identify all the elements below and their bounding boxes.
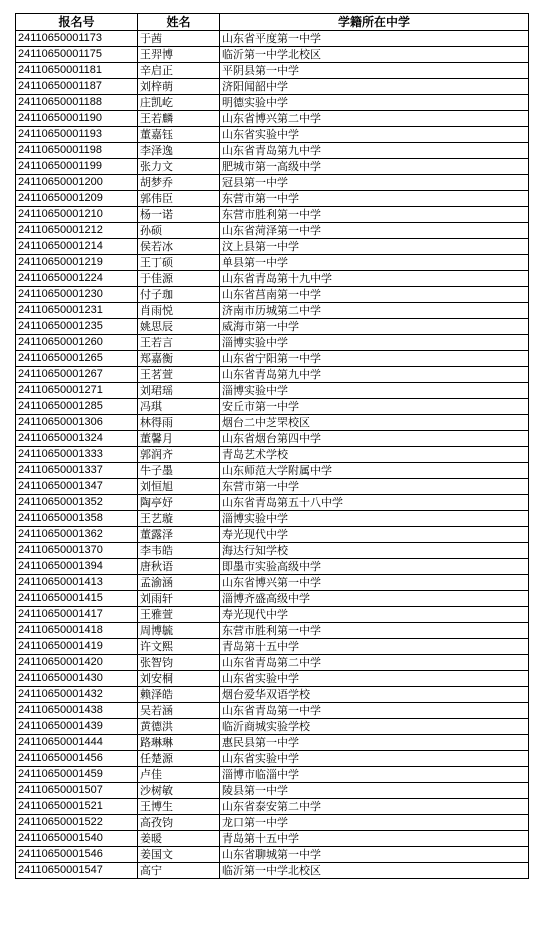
school-cell: 冠县第一中学 bbox=[220, 175, 529, 191]
table-row bbox=[16, 143, 529, 159]
school-cell: 东营市第一中学 bbox=[220, 479, 529, 495]
student-name-cell: 陶亭妤 bbox=[138, 495, 220, 511]
school-cell: 陵县第一中学 bbox=[220, 783, 529, 799]
registration-number-cell: 24110650001175 bbox=[16, 47, 138, 63]
registration-number-cell: 24110650001181 bbox=[16, 63, 138, 79]
student-name-cell: 牛子墨 bbox=[138, 463, 220, 479]
registration-number-cell: 24110650001522 bbox=[16, 815, 138, 831]
student-name-cell: 王羿博 bbox=[138, 47, 220, 63]
school-cell: 汶上县第一中学 bbox=[220, 239, 529, 255]
school-cell: 海达行知学校 bbox=[220, 543, 529, 559]
school-cell: 山东省博兴第二中学 bbox=[220, 111, 529, 127]
table-row bbox=[16, 511, 529, 527]
table-row bbox=[16, 719, 529, 735]
student-name-cell: 肖雨悦 bbox=[138, 303, 220, 319]
table-row bbox=[16, 271, 529, 287]
student-name-cell: 冯琪 bbox=[138, 399, 220, 415]
student-name-cell: 王艺璇 bbox=[138, 511, 220, 527]
header-registration-number: 报名号 bbox=[16, 14, 138, 31]
student-name-cell: 侯若冰 bbox=[138, 239, 220, 255]
registration-number-cell: 24110650001209 bbox=[16, 191, 138, 207]
registration-number-cell: 24110650001358 bbox=[16, 511, 138, 527]
student-name-cell: 刘雨轩 bbox=[138, 591, 220, 607]
registration-number-cell: 24110650001352 bbox=[16, 495, 138, 511]
table-row bbox=[16, 447, 529, 463]
student-name-cell: 黄德洪 bbox=[138, 719, 220, 735]
student-name-cell: 卢佳 bbox=[138, 767, 220, 783]
registration-number-cell: 24110650001362 bbox=[16, 527, 138, 543]
table-row bbox=[16, 351, 529, 367]
registration-number-cell: 24110650001439 bbox=[16, 719, 138, 735]
school-cell: 临沂第一中学北校区 bbox=[220, 863, 529, 879]
registration-number-cell: 24110650001459 bbox=[16, 767, 138, 783]
table-row bbox=[16, 831, 529, 847]
school-cell: 东营市第一中学 bbox=[220, 191, 529, 207]
registration-number-cell: 24110650001187 bbox=[16, 79, 138, 95]
school-cell: 山东省聊城第一中学 bbox=[220, 847, 529, 863]
registration-number-cell: 24110650001418 bbox=[16, 623, 138, 639]
school-cell: 寿光现代中学 bbox=[220, 607, 529, 623]
student-name-cell: 唐秋语 bbox=[138, 559, 220, 575]
table-row bbox=[16, 399, 529, 415]
student-name-cell: 董露泽 bbox=[138, 527, 220, 543]
school-cell: 山东省青岛第一中学 bbox=[220, 703, 529, 719]
header-name: 姓名 bbox=[138, 14, 220, 31]
school-cell: 单县第一中学 bbox=[220, 255, 529, 271]
school-cell: 淄博实验中学 bbox=[220, 383, 529, 399]
student-name-cell: 辛启正 bbox=[138, 63, 220, 79]
school-cell: 临沂第一中学北校区 bbox=[220, 47, 529, 63]
school-cell: 惠民县第一中学 bbox=[220, 735, 529, 751]
student-name-cell: 高宁 bbox=[138, 863, 220, 879]
table-row bbox=[16, 639, 529, 655]
registration-number-cell: 24110650001430 bbox=[16, 671, 138, 687]
table-row bbox=[16, 463, 529, 479]
registration-number-cell: 24110650001271 bbox=[16, 383, 138, 399]
table-row bbox=[16, 527, 529, 543]
student-name-cell: 董嘉钰 bbox=[138, 127, 220, 143]
registration-number-cell: 24110650001200 bbox=[16, 175, 138, 191]
student-name-cell: 任楚源 bbox=[138, 751, 220, 767]
student-name-cell: 郭伟臣 bbox=[138, 191, 220, 207]
table-row bbox=[16, 671, 529, 687]
student-name-cell: 李韦皓 bbox=[138, 543, 220, 559]
table-row bbox=[16, 191, 529, 207]
school-cell: 山东省青岛第五十八中学 bbox=[220, 495, 529, 511]
registration-number-cell: 24110650001231 bbox=[16, 303, 138, 319]
table-row bbox=[16, 287, 529, 303]
table-row bbox=[16, 159, 529, 175]
registration-number-cell: 24110650001417 bbox=[16, 607, 138, 623]
table-row bbox=[16, 303, 529, 319]
registration-number-cell: 24110650001432 bbox=[16, 687, 138, 703]
table-row bbox=[16, 479, 529, 495]
table-body bbox=[16, 31, 529, 879]
student-name-cell: 王茗萱 bbox=[138, 367, 220, 383]
table-row bbox=[16, 79, 529, 95]
school-cell: 平阴县第一中学 bbox=[220, 63, 529, 79]
school-cell: 山东省宁阳第一中学 bbox=[220, 351, 529, 367]
table-row bbox=[16, 495, 529, 511]
table-row bbox=[16, 335, 529, 351]
table-row bbox=[16, 239, 529, 255]
table-row bbox=[16, 783, 529, 799]
school-cell: 山东省博兴第一中学 bbox=[220, 575, 529, 591]
school-cell: 东营市胜利第一中学 bbox=[220, 207, 529, 223]
school-cell: 烟台二中芝罘校区 bbox=[220, 415, 529, 431]
registration-number-cell: 24110650001394 bbox=[16, 559, 138, 575]
header-row bbox=[16, 14, 529, 31]
registration-number-cell: 24110650001324 bbox=[16, 431, 138, 447]
table-row bbox=[16, 63, 529, 79]
header-school: 学籍所在中学 bbox=[220, 14, 529, 31]
student-name-cell: 刘珺瑶 bbox=[138, 383, 220, 399]
registration-number-cell: 24110650001521 bbox=[16, 799, 138, 815]
school-cell: 山东省实验中学 bbox=[220, 127, 529, 143]
school-cell: 烟台爱华双语学校 bbox=[220, 687, 529, 703]
registration-number-cell: 24110650001444 bbox=[16, 735, 138, 751]
student-name-cell: 吴若涵 bbox=[138, 703, 220, 719]
registration-number-cell: 24110650001214 bbox=[16, 239, 138, 255]
student-name-cell: 王若麟 bbox=[138, 111, 220, 127]
table-row bbox=[16, 223, 529, 239]
table-row bbox=[16, 255, 529, 271]
roster-sheet bbox=[15, 13, 528, 879]
table-row bbox=[16, 95, 529, 111]
registration-number-cell: 24110650001420 bbox=[16, 655, 138, 671]
school-cell: 青岛第十五中学 bbox=[220, 639, 529, 655]
registration-number-cell: 24110650001265 bbox=[16, 351, 138, 367]
school-cell: 山东省烟台第四中学 bbox=[220, 431, 529, 447]
school-cell: 肥城市第一高级中学 bbox=[220, 159, 529, 175]
student-name-cell: 孟渝涵 bbox=[138, 575, 220, 591]
registration-number-cell: 24110650001210 bbox=[16, 207, 138, 223]
school-cell: 龙口第一中学 bbox=[220, 815, 529, 831]
table-row bbox=[16, 175, 529, 191]
table-row bbox=[16, 47, 529, 63]
student-name-cell: 刘恒旭 bbox=[138, 479, 220, 495]
registration-number-cell: 24110650001198 bbox=[16, 143, 138, 159]
table-row bbox=[16, 127, 529, 143]
registration-number-cell: 24110650001190 bbox=[16, 111, 138, 127]
registration-number-cell: 24110650001235 bbox=[16, 319, 138, 335]
registration-number-cell: 24110650001224 bbox=[16, 271, 138, 287]
table-row bbox=[16, 591, 529, 607]
school-cell: 寿光现代中学 bbox=[220, 527, 529, 543]
student-name-cell: 姜国文 bbox=[138, 847, 220, 863]
student-name-cell: 刘梓萌 bbox=[138, 79, 220, 95]
student-name-cell: 于佳源 bbox=[138, 271, 220, 287]
table-row bbox=[16, 735, 529, 751]
registration-number-cell: 24110650001456 bbox=[16, 751, 138, 767]
student-name-cell: 孙硕 bbox=[138, 223, 220, 239]
school-cell: 东营市胜利第一中学 bbox=[220, 623, 529, 639]
school-cell: 即墨市实验高级中学 bbox=[220, 559, 529, 575]
school-cell: 淄博齐盛高级中学 bbox=[220, 591, 529, 607]
student-name-cell: 董馨月 bbox=[138, 431, 220, 447]
registration-number-cell: 24110650001507 bbox=[16, 783, 138, 799]
table-row bbox=[16, 815, 529, 831]
table-row bbox=[16, 607, 529, 623]
school-cell: 山东省实验中学 bbox=[220, 671, 529, 687]
registration-number-cell: 24110650001306 bbox=[16, 415, 138, 431]
registration-number-cell: 24110650001230 bbox=[16, 287, 138, 303]
student-name-cell: 庄凯屹 bbox=[138, 95, 220, 111]
school-cell: 淄博实验中学 bbox=[220, 511, 529, 527]
table-row bbox=[16, 575, 529, 591]
student-name-cell: 郑嘉衡 bbox=[138, 351, 220, 367]
table-row bbox=[16, 863, 529, 879]
student-name-cell: 李泽逸 bbox=[138, 143, 220, 159]
table-row bbox=[16, 111, 529, 127]
student-name-cell: 姚思辰 bbox=[138, 319, 220, 335]
registration-number-cell: 24110650001540 bbox=[16, 831, 138, 847]
school-cell: 山东省青岛第九中学 bbox=[220, 143, 529, 159]
student-name-cell: 张智钧 bbox=[138, 655, 220, 671]
school-cell: 安丘市第一中学 bbox=[220, 399, 529, 415]
table-row bbox=[16, 687, 529, 703]
registration-number-cell: 24110650001413 bbox=[16, 575, 138, 591]
registration-number-cell: 24110650001267 bbox=[16, 367, 138, 383]
student-name-cell: 付子珈 bbox=[138, 287, 220, 303]
school-cell: 山东省泰安第二中学 bbox=[220, 799, 529, 815]
student-table bbox=[15, 13, 529, 879]
registration-number-cell: 24110650001546 bbox=[16, 847, 138, 863]
student-name-cell: 王若言 bbox=[138, 335, 220, 351]
student-name-cell: 张力文 bbox=[138, 159, 220, 175]
registration-number-cell: 24110650001285 bbox=[16, 399, 138, 415]
student-name-cell: 王雅萱 bbox=[138, 607, 220, 623]
registration-number-cell: 24110650001212 bbox=[16, 223, 138, 239]
student-name-cell: 高孜钧 bbox=[138, 815, 220, 831]
student-name-cell: 赖泽皓 bbox=[138, 687, 220, 703]
school-cell: 临沂商城实验学校 bbox=[220, 719, 529, 735]
student-name-cell: 杨一诺 bbox=[138, 207, 220, 223]
student-name-cell: 林得雨 bbox=[138, 415, 220, 431]
school-cell: 青岛第十五中学 bbox=[220, 831, 529, 847]
student-name-cell: 刘安桐 bbox=[138, 671, 220, 687]
school-cell: 淄博实验中学 bbox=[220, 335, 529, 351]
registration-number-cell: 24110650001547 bbox=[16, 863, 138, 879]
school-cell: 济南市历城第二中学 bbox=[220, 303, 529, 319]
registration-number-cell: 24110650001188 bbox=[16, 95, 138, 111]
student-name-cell: 王丁硕 bbox=[138, 255, 220, 271]
student-name-cell: 胡梦乔 bbox=[138, 175, 220, 191]
school-cell: 山东省青岛第二中学 bbox=[220, 655, 529, 671]
table-row bbox=[16, 31, 529, 47]
school-cell: 淄博市临淄中学 bbox=[220, 767, 529, 783]
student-name-cell: 许文熙 bbox=[138, 639, 220, 655]
registration-number-cell: 24110650001199 bbox=[16, 159, 138, 175]
table-row bbox=[16, 431, 529, 447]
registration-number-cell: 24110650001193 bbox=[16, 127, 138, 143]
school-cell: 济阳闻韶中学 bbox=[220, 79, 529, 95]
registration-number-cell: 24110650001415 bbox=[16, 591, 138, 607]
registration-number-cell: 24110650001333 bbox=[16, 447, 138, 463]
table-row bbox=[16, 207, 529, 223]
registration-number-cell: 24110650001219 bbox=[16, 255, 138, 271]
school-cell: 山东省菏泽第一中学 bbox=[220, 223, 529, 239]
student-name-cell: 姜暖 bbox=[138, 831, 220, 847]
table-row bbox=[16, 847, 529, 863]
school-cell: 青岛艺术学校 bbox=[220, 447, 529, 463]
table-row bbox=[16, 415, 529, 431]
student-name-cell: 周博毓 bbox=[138, 623, 220, 639]
school-cell: 山东省平度第一中学 bbox=[220, 31, 529, 47]
student-name-cell: 于茜 bbox=[138, 31, 220, 47]
school-cell: 山东师范大学附属中学 bbox=[220, 463, 529, 479]
table-row bbox=[16, 799, 529, 815]
school-cell: 山东省莒南第一中学 bbox=[220, 287, 529, 303]
table-row bbox=[16, 543, 529, 559]
student-name-cell: 王博生 bbox=[138, 799, 220, 815]
student-name-cell: 郭润齐 bbox=[138, 447, 220, 463]
registration-number-cell: 24110650001438 bbox=[16, 703, 138, 719]
table-row bbox=[16, 383, 529, 399]
school-cell: 威海市第一中学 bbox=[220, 319, 529, 335]
student-name-cell: 沙树敏 bbox=[138, 783, 220, 799]
table-row bbox=[16, 367, 529, 383]
registration-number-cell: 24110650001173 bbox=[16, 31, 138, 47]
table-row bbox=[16, 703, 529, 719]
registration-number-cell: 24110650001347 bbox=[16, 479, 138, 495]
school-cell: 山东省青岛第十九中学 bbox=[220, 271, 529, 287]
school-cell: 山东省实验中学 bbox=[220, 751, 529, 767]
school-cell: 明德实验中学 bbox=[220, 95, 529, 111]
student-name-cell: 路琳琳 bbox=[138, 735, 220, 751]
table-row bbox=[16, 751, 529, 767]
school-cell: 山东省青岛第九中学 bbox=[220, 367, 529, 383]
registration-number-cell: 24110650001337 bbox=[16, 463, 138, 479]
table-row bbox=[16, 623, 529, 639]
registration-number-cell: 24110650001260 bbox=[16, 335, 138, 351]
registration-number-cell: 24110650001370 bbox=[16, 543, 138, 559]
table-row bbox=[16, 655, 529, 671]
registration-number-cell: 24110650001419 bbox=[16, 639, 138, 655]
table-row bbox=[16, 319, 529, 335]
table-row bbox=[16, 559, 529, 575]
table-row bbox=[16, 767, 529, 783]
